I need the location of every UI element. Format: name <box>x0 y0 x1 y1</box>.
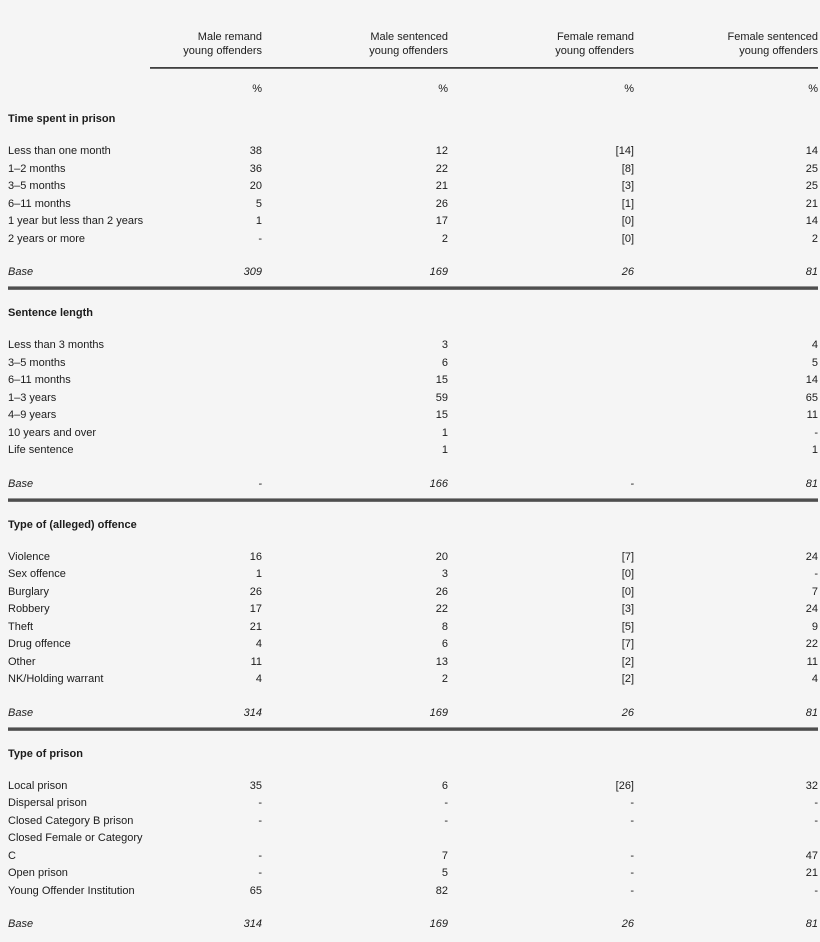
row-label: Drug offence <box>8 638 71 650</box>
row-label: 2 years or more <box>8 232 86 245</box>
row-value: 26 <box>435 585 448 598</box>
base-value: 314 <box>243 918 262 930</box>
table-row <box>8 372 818 390</box>
row-value: 11 <box>250 655 262 668</box>
row-value: 11 <box>806 409 818 421</box>
row-value: [5] <box>621 620 634 633</box>
row-value: 35 <box>249 779 262 792</box>
row-value: 26 <box>435 197 448 210</box>
row-value: 47 <box>805 849 818 862</box>
section-rows <box>8 337 818 460</box>
table-row <box>8 355 818 373</box>
row-value: [2] <box>621 673 634 685</box>
row-value: 14 <box>805 215 818 227</box>
row-value: 22 <box>805 638 818 650</box>
row-label: Local prison <box>8 779 68 792</box>
row-value: 14 <box>805 145 818 157</box>
column-header-line: Male sentenced <box>370 31 448 43</box>
row-value: [14] <box>615 145 634 157</box>
column-header-line: young offenders <box>183 45 262 57</box>
table-row <box>8 425 818 443</box>
column-header-male-sentenced <box>262 30 448 58</box>
base-value: 169 <box>429 266 448 278</box>
row-value: - <box>258 849 262 862</box>
row-value: - <box>258 867 262 879</box>
base-value: 26 <box>621 918 634 930</box>
row-value: - <box>444 797 448 809</box>
base-row <box>8 477 818 491</box>
table-row <box>8 813 818 831</box>
table-row <box>8 213 818 231</box>
row-label: Young Offender Institution <box>8 884 135 897</box>
section-rows <box>8 143 818 248</box>
row-label: 6–11 months <box>8 374 71 386</box>
row-value: - <box>814 797 818 809</box>
row-value: 13 <box>435 655 448 668</box>
row-label: 10 years and over <box>8 426 97 439</box>
column-header-line: young offenders <box>369 45 448 57</box>
row-value: 1 <box>811 444 818 456</box>
table-row <box>8 407 818 425</box>
row-value: 17 <box>249 603 262 615</box>
unit-cell: % <box>252 83 262 95</box>
table-row <box>8 143 818 161</box>
row-value: 32 <box>805 779 818 792</box>
row-value: 22 <box>435 162 448 175</box>
section-rule <box>8 286 818 290</box>
section-title: Type of prison <box>8 747 83 760</box>
table-row <box>8 337 818 355</box>
base-value: - <box>258 477 262 490</box>
row-value: - <box>814 814 818 827</box>
row-value: 21 <box>805 197 818 210</box>
row-value: 25 <box>805 162 818 175</box>
row-value: 12 <box>435 145 448 157</box>
row-value: 15 <box>435 409 448 421</box>
base-value: - <box>630 477 634 490</box>
base-row <box>8 706 818 720</box>
row-value: 2 <box>811 232 818 245</box>
base-value: 166 <box>429 477 448 490</box>
column-header-line: young offenders <box>739 45 818 57</box>
table-section <box>8 112 818 290</box>
row-label: Other <box>8 655 36 668</box>
section-title: Time spent in prison <box>8 113 116 125</box>
row-value: 3 <box>441 339 448 351</box>
row-value: 7 <box>811 585 818 598</box>
table-row <box>8 390 818 408</box>
table-section <box>8 747 818 932</box>
row-value: 21 <box>249 620 262 633</box>
unit-cell: % <box>624 83 634 95</box>
row-value: [0] <box>621 232 634 245</box>
base-value: 309 <box>243 266 262 278</box>
base-value: 81 <box>805 477 818 490</box>
table-section <box>8 306 818 502</box>
row-label: 4–9 years <box>8 409 57 421</box>
row-value: 21 <box>805 867 818 879</box>
base-value: 169 <box>429 918 448 930</box>
row-label: Less than one month <box>8 145 111 157</box>
row-label: 1–2 months <box>8 162 66 175</box>
section-rows <box>8 778 818 901</box>
row-label: Theft <box>8 620 34 633</box>
column-header-line: Female remand <box>556 31 634 43</box>
row-value: 24 <box>805 550 818 563</box>
row-value: 16 <box>249 550 262 563</box>
row-value: 11 <box>806 655 818 668</box>
row-value: - <box>814 884 818 897</box>
column-header-female-remand <box>448 30 634 58</box>
row-value: 3 <box>441 568 448 580</box>
row-value: 65 <box>805 391 818 404</box>
base-value: 81 <box>805 706 818 719</box>
table-row <box>8 619 818 637</box>
row-value: - <box>630 849 634 862</box>
row-value: 14 <box>805 374 818 386</box>
unit-row <box>8 83 818 96</box>
row-value: 5 <box>255 197 262 210</box>
row-label: Dispersal prison <box>8 797 87 809</box>
row-value: 24 <box>805 603 818 615</box>
row-value: 2 <box>441 232 448 245</box>
table-row <box>8 566 818 584</box>
table-row <box>8 161 818 179</box>
row-value: 8 <box>441 620 448 633</box>
row-label: Closed Category B prison <box>8 814 134 827</box>
column-header-female-sentenced <box>634 30 818 58</box>
section-title: Type of (alleged) offence <box>8 518 137 531</box>
base-label: Base <box>8 266 34 278</box>
row-label: Sex offence <box>8 568 66 580</box>
row-value: - <box>630 884 634 897</box>
row-value: 1 <box>255 215 262 227</box>
row-value: [7] <box>621 638 634 650</box>
table-row <box>8 584 818 602</box>
row-value: [0] <box>621 585 634 598</box>
row-label: Robbery <box>8 603 50 615</box>
table-row <box>8 830 818 865</box>
row-value: 4 <box>811 339 818 351</box>
row-value: - <box>444 814 448 827</box>
row-value: - <box>630 797 634 809</box>
row-label: Less than 3 months <box>8 339 105 351</box>
row-value: 1 <box>441 444 448 456</box>
table-row <box>8 231 818 249</box>
table-row <box>8 654 818 672</box>
table-row <box>8 865 818 883</box>
row-value: - <box>258 797 262 809</box>
section-rule <box>8 727 818 731</box>
base-row <box>8 917 818 931</box>
row-value: 5 <box>441 867 448 879</box>
row-value: 5 <box>811 356 818 369</box>
base-label: Base <box>8 706 34 719</box>
row-value: - <box>630 867 634 879</box>
row-value: 9 <box>811 620 818 633</box>
row-value: 22 <box>435 603 448 615</box>
unit-cell: % <box>438 83 448 95</box>
row-value: 36 <box>249 162 262 175</box>
row-value: 25 <box>805 180 818 192</box>
base-row <box>8 265 818 279</box>
row-label: 6–11 months <box>8 197 71 210</box>
header-rule <box>150 67 818 69</box>
base-value: 26 <box>621 706 634 719</box>
row-value: 38 <box>249 145 262 157</box>
row-value: 15 <box>435 374 448 386</box>
base-label: Base <box>8 477 34 490</box>
row-value: - <box>630 814 634 827</box>
row-value: - <box>814 426 818 439</box>
row-value: 26 <box>249 585 262 598</box>
row-value: 6 <box>441 638 448 650</box>
row-value: 7 <box>441 849 448 862</box>
column-headers <box>8 30 818 58</box>
row-value: 4 <box>255 638 262 650</box>
row-value: [2] <box>621 655 634 668</box>
row-label: 1–3 years <box>8 391 57 404</box>
row-label: Violence <box>8 550 50 563</box>
row-value: 21 <box>435 180 448 192</box>
row-value: 6 <box>441 356 448 369</box>
table-row <box>8 671 818 689</box>
table-row <box>8 178 818 196</box>
base-value: 81 <box>805 918 818 930</box>
column-header-male-remand <box>150 30 262 58</box>
row-label: 3–5 months <box>8 180 66 192</box>
section-title: Sentence length <box>8 307 93 319</box>
row-label: Burglary <box>8 585 49 598</box>
row-label: Open prison <box>8 867 68 879</box>
row-value: 59 <box>435 391 448 404</box>
table-row <box>8 883 818 901</box>
row-value: [3] <box>621 603 634 615</box>
row-label: Life sentence <box>8 444 74 456</box>
row-value: 82 <box>435 884 448 897</box>
row-value: - <box>258 814 262 827</box>
column-header-line: Female sentenced <box>727 31 818 43</box>
row-value: 65 <box>249 884 262 897</box>
table-row <box>8 636 818 654</box>
table-row <box>8 549 818 567</box>
row-value: 20 <box>249 180 262 192</box>
table-row <box>8 795 818 813</box>
row-value: [8] <box>621 162 634 175</box>
row-value: [1] <box>621 197 634 210</box>
row-value: [7] <box>621 550 634 563</box>
section-rows <box>8 549 818 689</box>
table-row <box>8 778 818 796</box>
unit-cell: % <box>808 83 818 95</box>
base-value: 81 <box>805 266 818 278</box>
row-value: 1 <box>255 568 262 580</box>
row-label: 1 year but less than 2 years <box>8 215 144 227</box>
sections <box>8 112 818 931</box>
row-value: 17 <box>435 215 448 227</box>
row-value: [3] <box>621 180 634 192</box>
row-value: [0] <box>621 215 634 227</box>
base-label: Base <box>8 918 34 930</box>
row-value: [0] <box>621 568 634 580</box>
row-value: 2 <box>441 673 448 685</box>
row-value: - <box>814 568 818 580</box>
table-row <box>8 601 818 619</box>
row-value: [26] <box>615 779 634 792</box>
row-value: 4 <box>255 673 262 685</box>
column-header-line: Male remand <box>197 31 262 43</box>
row-value: 20 <box>435 550 448 563</box>
table-row <box>8 442 818 460</box>
base-value: 314 <box>243 706 262 719</box>
base-value: 26 <box>621 266 634 278</box>
table-section <box>8 518 818 731</box>
row-value: 4 <box>811 673 818 685</box>
row-label: 3–5 months <box>8 356 66 369</box>
column-header-line: young offenders <box>555 45 634 57</box>
row-label: Closed Female or Category C <box>8 832 143 862</box>
table-row <box>8 196 818 214</box>
row-label: NK/Holding warrant <box>8 673 104 685</box>
row-value: 6 <box>441 779 448 792</box>
section-rule <box>8 498 818 502</box>
row-value: 1 <box>441 426 448 439</box>
row-value: - <box>258 232 262 245</box>
base-value: 169 <box>429 706 448 719</box>
